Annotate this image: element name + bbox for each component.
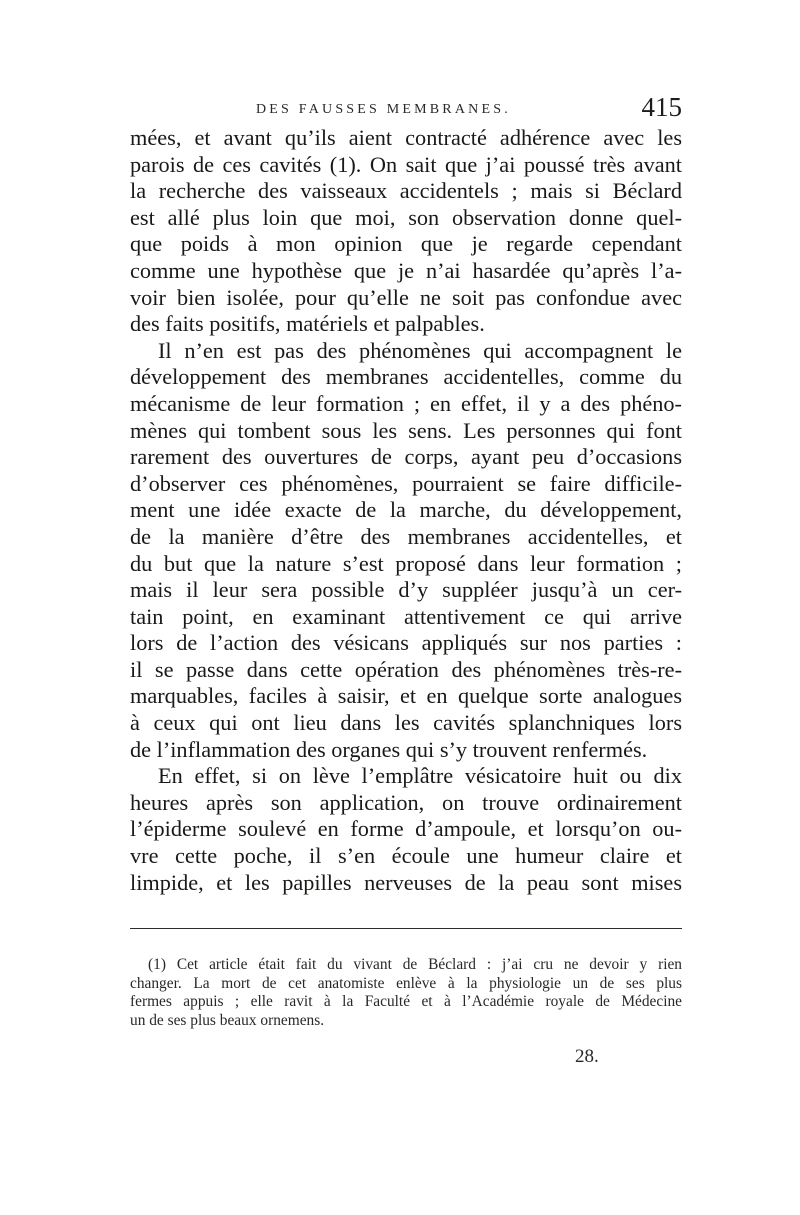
footnote-divider	[130, 928, 682, 929]
text-line: voir bien isolée, pour qu’elle ne soit pas confondue avec	[130, 284, 682, 310]
text-line: Il n’en est pas des phénomènes qui accompagnent le	[158, 337, 682, 363]
text-line: que poids à mon opinion que je regarde cependant	[130, 231, 682, 257]
footnote-line: changer. La mort de cet anatomiste enlève à la physiologie un de ses plus	[130, 974, 682, 992]
text-line: d’observer ces phénomènes, pourraient se faire difficile-	[130, 470, 682, 496]
text-line: mènes qui tombent sous les sens. Les personnes qui font	[130, 417, 682, 443]
text-line: mais il leur sera possible d’y suppléer jusqu’à un cer-	[130, 577, 682, 603]
text-line: il se passe dans cette opération des phénomènes très-re-	[130, 656, 682, 682]
text-line: mées, et avant qu’ils aient contracté adhérence avec les	[130, 125, 682, 150]
signature-mark: 28.	[575, 1046, 599, 1067]
text-line: l’épiderme soulevé en forme d’ampoule, et lorsqu’on ou-	[130, 816, 682, 842]
text-line: mécanisme de leur formation ; en effet, il y a des phéno-	[130, 390, 682, 416]
text-line: lors de l’action des vésicans appliqués sur nos parties :	[130, 630, 682, 656]
text-line: heures après son application, on trouve ordinairement	[130, 789, 682, 815]
text-line: du but que la nature s’est proposé dans leur formation ;	[130, 550, 682, 576]
text-line: à ceux qui ont lieu dans les cavités splanchniques lors	[130, 710, 682, 736]
page-header	[130, 92, 682, 126]
text-line: parois de ces cavités (1). On sait que j’ai poussé très avant	[130, 151, 682, 177]
page-number: 415	[641, 92, 682, 122]
text-line: des faits positifs, matériels et palpables.	[130, 311, 485, 337]
text-line: rarement des ouvertures de corps, ayant peu d’occasions	[130, 444, 682, 470]
main-text	[130, 125, 682, 896]
text-line: limpide, et les papilles nerveuses de la peau sont mises	[130, 869, 682, 895]
text-line: développement des membranes accidentelles, comme du	[130, 364, 682, 390]
footnote-line: un de ses plus beaux ornemens.	[130, 1011, 325, 1029]
text-line: tain point, en examinant attentivement ce qui arrive	[130, 603, 682, 629]
text-line: ment une idée exacte de la marche, du développement,	[130, 497, 682, 523]
text-line: comme une hypothèse que je n’ai hasardée qu’après l’a-	[130, 257, 682, 283]
text-line: de l’inflammation des organes qui s’y trouvent renfermés.	[130, 736, 648, 762]
text-line: vre cette poche, il s’en écoule une humeur claire et	[130, 843, 682, 869]
footnote-line: fermes appuis ; elle ravit à la Faculté et à l’Académie royale de Médecine	[130, 993, 682, 1011]
footnote	[130, 956, 682, 1030]
text-line: En effet, si on lève l’emplâtre vésicatoire huit ou dix	[158, 763, 682, 789]
running-title: DES FAUSSES MEMBRANES.	[256, 102, 511, 117]
footnote-line: (1) Cet article était fait du vivant de Béclard : j’ai cru ne devoir y rien	[148, 956, 682, 973]
text-line: la recherche des vaisseaux accidentels ; mais si Béclard	[130, 178, 682, 204]
text-line: de la manière d’être des membranes accidentelles, et	[130, 523, 682, 549]
text-line: est allé plus loin que moi, son observation donne quel-	[130, 204, 682, 230]
text-line: marquables, faciles à saisir, et en quelque sorte analogues	[130, 683, 682, 709]
